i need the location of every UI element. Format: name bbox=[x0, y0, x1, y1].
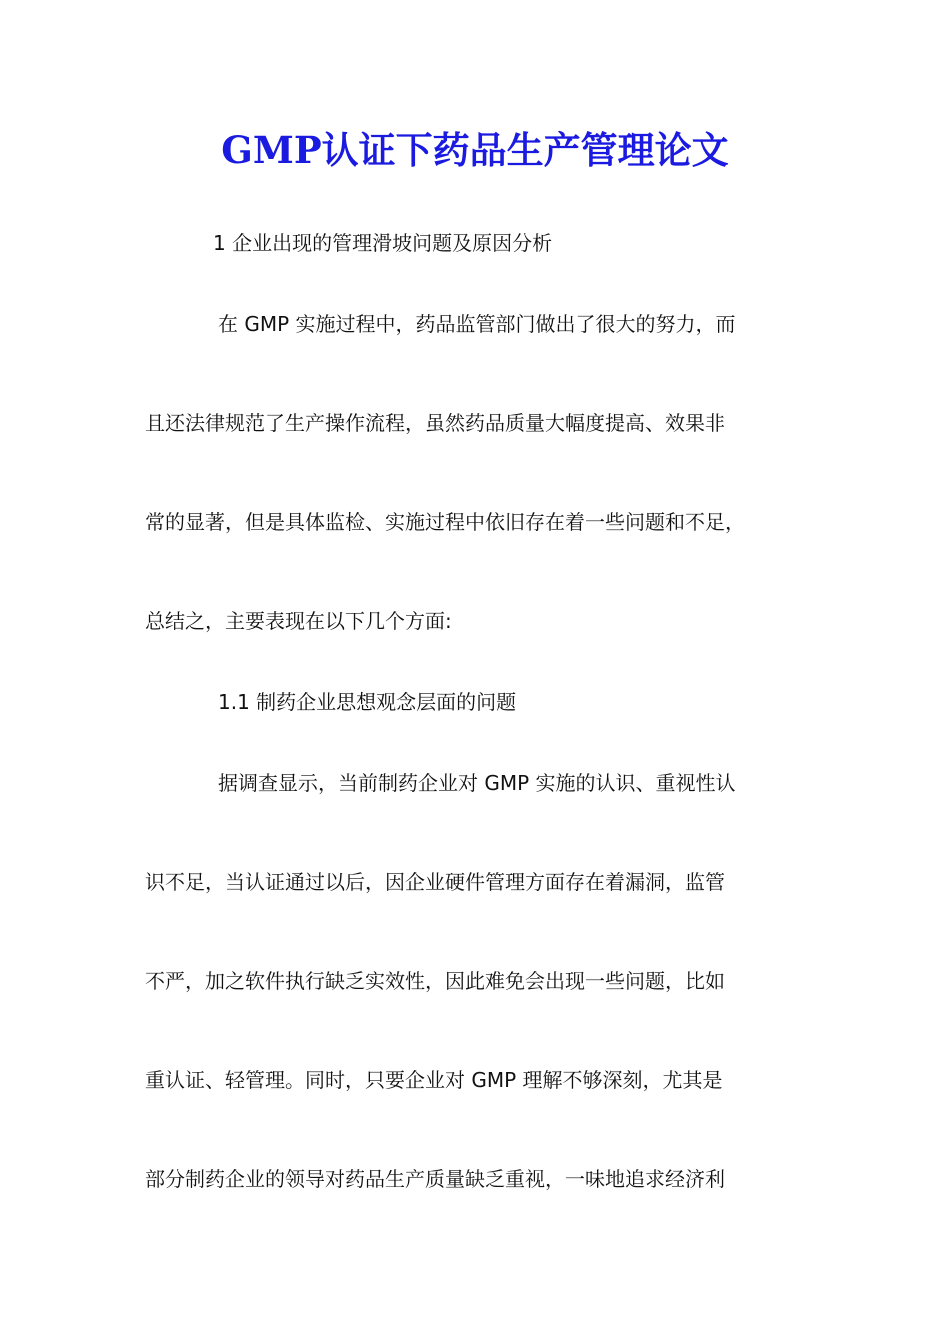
paragraph-line: 常的显著，但是具体监检、实施过程中依旧存在着一些问题和不足， bbox=[145, 510, 745, 534]
paragraph-line: 在 GMP 实施过程中，药品监管部门做出了很大的努力，而 bbox=[218, 312, 736, 336]
paragraph-line: 识不足，当认证通过以后，因企业硬件管理方面存在着漏洞，监管 bbox=[145, 870, 725, 894]
section-heading-1-1: 1.1 制药企业思想观念层面的问题 bbox=[218, 690, 517, 714]
paragraph-line: 重认证、轻管理。同时，只要企业对 GMP 理解不够深刻，尤其是 bbox=[145, 1068, 723, 1092]
paragraph-line: 总结之，主要表现在以下几个方面: bbox=[145, 609, 452, 633]
paragraph-line: 部分制药企业的领导对药品生产质量缺乏重视，一味地追求经济利 bbox=[145, 1167, 725, 1191]
paragraph-line: 且还法律规范了生产操作流程，虽然药品质量大幅度提高、效果非 bbox=[145, 411, 725, 435]
document-title: GMP认证下药品生产管理论文 bbox=[221, 128, 729, 172]
paragraph-line: 不严，加之软件执行缺乏实效性，因此难免会出现一些问题，比如 bbox=[145, 969, 725, 993]
paragraph-line: 据调查显示，当前制药企业对 GMP 实施的认识、重视性认 bbox=[218, 771, 736, 795]
section-heading-1: 1 企业出现的管理滑坡问题及原因分析 bbox=[213, 231, 553, 255]
